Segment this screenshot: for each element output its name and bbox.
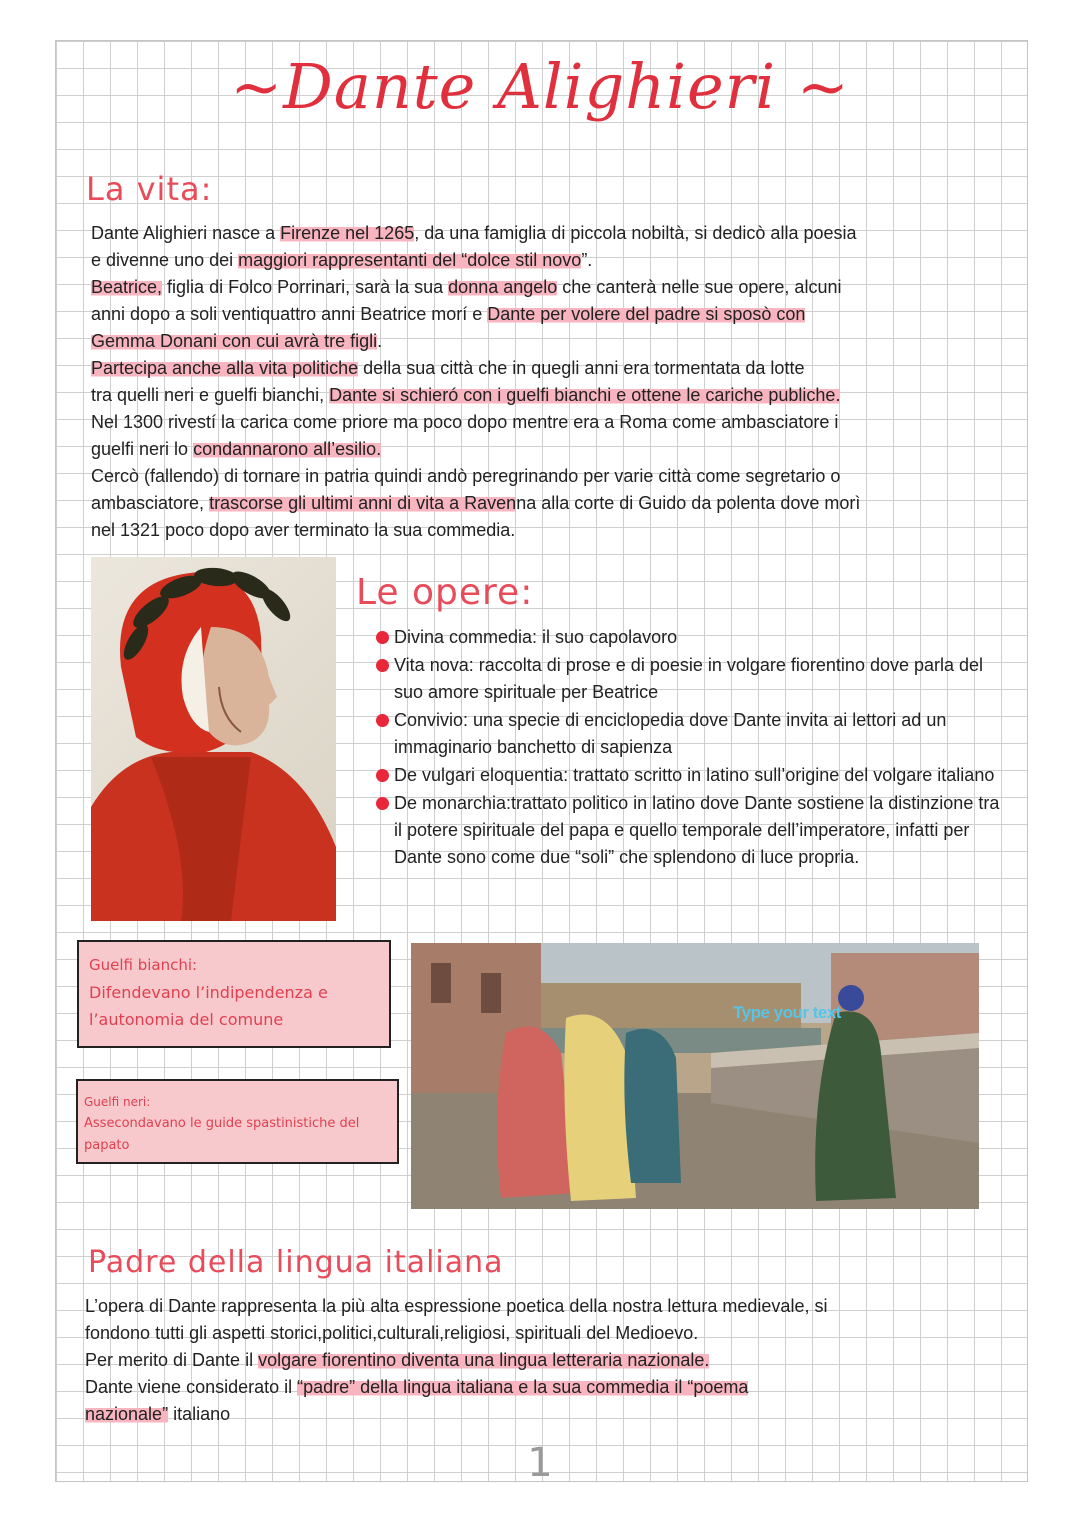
highlighted-text: donna angelo [448, 277, 558, 297]
text-span: figlia di Folco Porrinari, sarà la sua [162, 277, 449, 297]
dante-portrait-image [91, 557, 336, 921]
text-line [91, 463, 1021, 490]
page-title: ~Dante Alighieri ~ [230, 50, 850, 123]
dante-beatrice-painting [411, 943, 979, 1209]
text-span: che canterà nelle sue opere, alcuni [557, 277, 842, 297]
list-item: De vulgari eloquentia: trattato scritto in latino sull’origine del volgare italiano [374, 762, 1004, 789]
box-title: Guelfi neri: [84, 1095, 151, 1109]
text-span: anni dopo a soli ventiquattro anni Beatrice morí e [91, 304, 488, 324]
text-line [91, 274, 1021, 301]
text-line [91, 436, 1021, 463]
list-item: De monarchia:trattato politico in latino dove Dante sostiene la distinzione tra il potere spirituale del papa e quello temporale dell’imperatore, infatti per Dante sono come due “soli” che splendono di luce propria. [374, 790, 1004, 871]
padre-paragraph [85, 1293, 1015, 1428]
text-span: Nel 1300 rivestí la carica come priore ma poco dopo mentre era a Roma come ambasciatore i [91, 412, 839, 432]
text-span: . [377, 331, 383, 351]
text-span: della sua città che in quegli anni era tormentata da lotte [358, 358, 805, 378]
highlighted-text: Partecipa anche alla vita politiche [91, 358, 359, 378]
list-item: Vita nova: raccolta di prose e di poesie in volgare fiorentino dove parla del suo amore spirituale per Beatrice [374, 652, 1004, 706]
page-number: 1 [527, 1440, 553, 1486]
highlighted-text: Dante per volere del padre si sposò con [487, 304, 806, 324]
text-span: , da una famiglia di piccola nobiltà, si dedicò alla poesia [414, 223, 857, 243]
text-line [91, 247, 1021, 274]
section-heading-opere: Le opere: [356, 572, 534, 613]
highlighted-text: trascorse gli ultimi anni di vita a Raven [209, 493, 517, 513]
highlighted-text: nazionale” [85, 1404, 169, 1424]
highlighted-text: Dante si schieró con i guelfi bianchi e ottene le cariche publiche. [329, 385, 841, 405]
text-line [91, 328, 1021, 355]
text-span: nel 1321 poco dopo aver terminato la sua commedia. [91, 520, 516, 540]
text-line [91, 220, 1021, 247]
text-span: na alla corte di Guido da polenta dove morì [516, 493, 861, 513]
text-span: Per merito di Dante il [85, 1350, 259, 1370]
text-line [85, 1347, 1015, 1374]
text-span: guelfi neri lo [91, 439, 194, 459]
highlighted-text: maggiori rappresentanti del “dolce stil novo [238, 250, 582, 270]
box-text: Difendevano l’indipendenza e l’autonomia del comune [89, 983, 328, 1029]
box-title: Guelfi bianchi: [89, 956, 198, 974]
guelfi-bianchi-box [77, 940, 391, 1048]
text-line [85, 1320, 1015, 1347]
section-heading-padre: Padre della lingua italiana [88, 1245, 504, 1280]
list-item: Divina commedia: il suo capolavoro [374, 624, 1004, 651]
text-line [85, 1401, 1015, 1428]
text-span: L’opera di Dante rappresenta la più alta espressione poetica della nostra lettura medievale, si [85, 1296, 828, 1316]
highlighted-text: Beatrice, [91, 277, 163, 297]
text-line [91, 301, 1021, 328]
text-span: fondono tutti gli aspetti storici,politici,culturali,religiosi, spirituali del Medioevo. [85, 1323, 699, 1343]
text-span: Cercò (fallendo) di tornare in patria quindi andò peregrinando per varie città come segretario o [91, 466, 841, 486]
text-line [91, 517, 1021, 544]
highlighted-text: Firenze nel 1265 [280, 223, 415, 243]
text-line [91, 490, 1021, 517]
highlighted-text: condannarono all’esilio. [193, 439, 382, 459]
text-span: italiano [168, 1404, 231, 1424]
text-span: Dante viene considerato il [85, 1377, 298, 1397]
highlighted-text: “padre” della lingua italiana e la sua commedia il “poema [297, 1377, 749, 1397]
text-span: Dante Alighieri nasce a [91, 223, 281, 243]
section-heading-vita: La vita: [86, 170, 213, 208]
highlighted-text: Gemma Donani con cui avrà tre figli [91, 331, 378, 351]
text-span: e divenne uno dei [91, 250, 239, 270]
box-text: Assecondavano le guide spastinistiche del papato [84, 1116, 360, 1153]
text-span: ambasciatore, [91, 493, 210, 513]
highlighted-text: volgare fiorentino diventa una lingua letteraria nazionale. [258, 1350, 710, 1370]
vita-paragraph [91, 220, 1021, 544]
guelfi-neri-box [76, 1079, 399, 1164]
text-line [85, 1374, 1015, 1401]
list-item: Convivio: una specie di enciclopedia dove Dante invita ai lettori ad un immaginario banchetto di sapienza [374, 707, 1004, 761]
text-line [91, 382, 1021, 409]
text-line [85, 1293, 1015, 1320]
text-span: ”. [581, 250, 593, 270]
text-line [91, 409, 1021, 436]
text-line [91, 355, 1021, 382]
text-span: tra quelli neri e guelfi bianchi, [91, 385, 330, 405]
works-list [374, 624, 1004, 872]
painting-overlay-text: Type your text [733, 1003, 841, 1022]
